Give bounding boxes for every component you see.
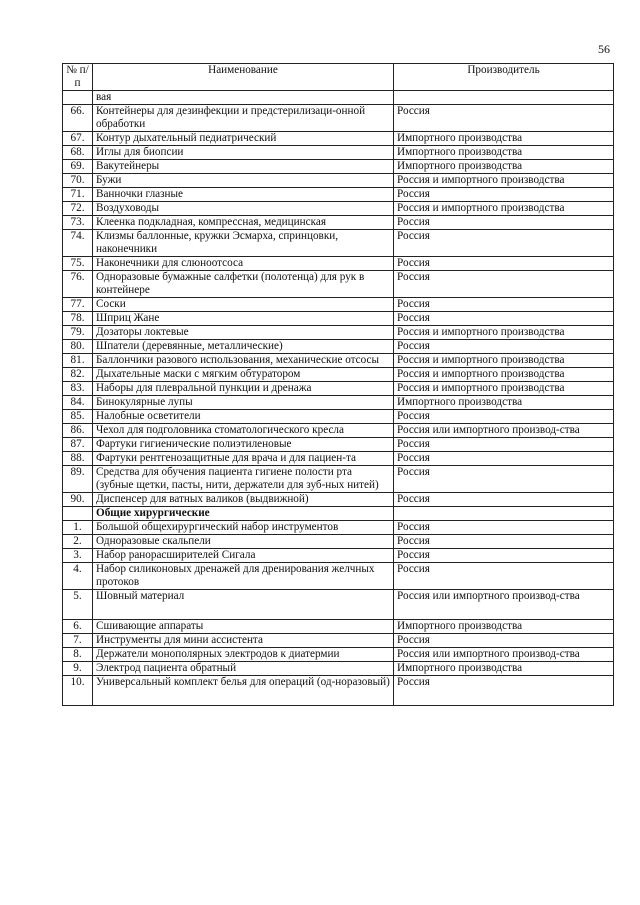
row-number: 82. bbox=[63, 368, 93, 382]
row-producer: Россия и импортного производства bbox=[394, 326, 614, 340]
row-producer: Россия bbox=[394, 466, 614, 493]
row-producer: Россия bbox=[394, 452, 614, 466]
table-row bbox=[63, 146, 614, 160]
row-name: вая bbox=[93, 91, 394, 105]
row-producer: Россия и импортного производства bbox=[394, 382, 614, 396]
row-name: Набор ранорасширителей Сигала bbox=[93, 549, 394, 563]
table-header-row bbox=[63, 64, 614, 91]
row-number: 68. bbox=[63, 146, 93, 160]
row-number: 8. bbox=[63, 648, 93, 662]
table-row bbox=[63, 452, 614, 466]
row-name: Вакутейнеры bbox=[93, 160, 394, 174]
table-row bbox=[63, 396, 614, 410]
row-name: Наборы для плевральной пункции и дренажа bbox=[93, 382, 394, 396]
row-name: Инструменты для мини ассистента bbox=[93, 634, 394, 648]
table-row bbox=[63, 676, 614, 706]
row-producer bbox=[394, 91, 614, 105]
table-row bbox=[63, 410, 614, 424]
table-row bbox=[63, 271, 614, 298]
table-row bbox=[63, 298, 614, 312]
row-producer: Россия bbox=[394, 493, 614, 507]
row-number: 85. bbox=[63, 410, 93, 424]
table-row bbox=[63, 230, 614, 257]
row-name: Шпатели (деревянные, металлические) bbox=[93, 340, 394, 354]
row-number: 84. bbox=[63, 396, 93, 410]
row-name: Фартуки рентгенозащитные для врача и для пациен-та bbox=[93, 452, 394, 466]
row-number: 88. bbox=[63, 452, 93, 466]
row-name: Бужи bbox=[93, 174, 394, 188]
row-producer: Россия и импортного производства bbox=[394, 354, 614, 368]
table-row bbox=[63, 507, 614, 521]
table-row bbox=[63, 382, 614, 396]
row-producer: Россия bbox=[394, 438, 614, 452]
table-row bbox=[63, 493, 614, 507]
row-producer: Россия bbox=[394, 188, 614, 202]
row-name: Баллончики разового использования, механические отсосы bbox=[93, 354, 394, 368]
row-producer: Импортного производства bbox=[394, 662, 614, 676]
row-name: Держатели монополярных электродов к диатермии bbox=[93, 648, 394, 662]
row-number: 4. bbox=[63, 563, 93, 590]
row-number: 83. bbox=[63, 382, 93, 396]
row-number: 73. bbox=[63, 216, 93, 230]
row-number bbox=[63, 507, 93, 521]
table-row bbox=[63, 312, 614, 326]
row-name: Контур дыхательный педиатрический bbox=[93, 132, 394, 146]
row-producer: Россия bbox=[394, 410, 614, 424]
row-producer: Россия или импортного производ-ства bbox=[394, 648, 614, 662]
table-row bbox=[63, 535, 614, 549]
row-name: Чехол для подголовника стоматологического кресла bbox=[93, 424, 394, 438]
row-number bbox=[63, 91, 93, 105]
row-name: Шовный материал bbox=[93, 590, 394, 620]
table-row bbox=[63, 188, 614, 202]
table-row bbox=[63, 174, 614, 188]
row-name: Шприц Жане bbox=[93, 312, 394, 326]
row-number: 79. bbox=[63, 326, 93, 340]
row-producer: Россия bbox=[394, 340, 614, 354]
row-name: Клизмы баллонные, кружки Эсмарха, спринцовки, наконечники bbox=[93, 230, 394, 257]
table-row bbox=[63, 563, 614, 590]
row-name: Ванночки глазные bbox=[93, 188, 394, 202]
row-number: 77. bbox=[63, 298, 93, 312]
row-number: 69. bbox=[63, 160, 93, 174]
table-row bbox=[63, 648, 614, 662]
table-row bbox=[63, 105, 614, 132]
row-producer: Импортного производства bbox=[394, 396, 614, 410]
row-producer: Россия bbox=[394, 521, 614, 535]
row-name: Одноразовые скальпели bbox=[93, 535, 394, 549]
row-name: Большой общехирургический набор инструментов bbox=[93, 521, 394, 535]
row-number: 66. bbox=[63, 105, 93, 132]
table-row bbox=[63, 634, 614, 648]
row-producer: Россия bbox=[394, 634, 614, 648]
row-number: 87. bbox=[63, 438, 93, 452]
row-number: 7. bbox=[63, 634, 93, 648]
row-number: 75. bbox=[63, 257, 93, 271]
row-producer: Россия bbox=[394, 535, 614, 549]
table-row bbox=[63, 216, 614, 230]
table-row bbox=[63, 662, 614, 676]
row-producer: Импортного производства bbox=[394, 132, 614, 146]
table-body bbox=[63, 91, 614, 706]
row-producer: Импортного производства bbox=[394, 620, 614, 634]
row-number: 89. bbox=[63, 466, 93, 493]
table-row bbox=[63, 549, 614, 563]
row-number: 6. bbox=[63, 620, 93, 634]
table-row bbox=[63, 438, 614, 452]
row-number: 71. bbox=[63, 188, 93, 202]
row-name: Общие хирургические bbox=[93, 507, 394, 521]
row-producer: Россия bbox=[394, 312, 614, 326]
row-name: Контейнеры для дезинфекции и предстерилизаци-онной обработки bbox=[93, 105, 394, 132]
row-number: 2. bbox=[63, 535, 93, 549]
row-producer bbox=[394, 507, 614, 521]
row-name: Фартуки гигиенические полиэтиленовые bbox=[93, 438, 394, 452]
table-row bbox=[63, 326, 614, 340]
row-name: Средства для обучения пациента гигиене полости рта (зубные щетки, пасты, нити, держатели для зуб-ных нитей) bbox=[93, 466, 394, 493]
row-name: Универсальный комплект белья для операций (од-норазовый) bbox=[93, 676, 394, 706]
row-name: Дыхательные маски с мягким обтуратором bbox=[93, 368, 394, 382]
row-producer: Россия или импортного производ-ства bbox=[394, 590, 614, 620]
row-producer: Импортного производства bbox=[394, 146, 614, 160]
row-number: 67. bbox=[63, 132, 93, 146]
row-name: Воздуховоды bbox=[93, 202, 394, 216]
row-name: Бинокулярные лупы bbox=[93, 396, 394, 410]
header-producer: Производитель bbox=[394, 64, 614, 91]
row-producer: Россия bbox=[394, 105, 614, 132]
row-number: 10. bbox=[63, 676, 93, 706]
row-number: 74. bbox=[63, 230, 93, 257]
table-row bbox=[63, 368, 614, 382]
table-row bbox=[63, 590, 614, 620]
table-row bbox=[63, 132, 614, 146]
row-number: 9. bbox=[63, 662, 93, 676]
table-row bbox=[63, 91, 614, 105]
row-name: Диспенсер для ватных валиков (выдвижной) bbox=[93, 493, 394, 507]
row-name: Иглы для биопсии bbox=[93, 146, 394, 160]
table-row bbox=[63, 160, 614, 174]
row-number: 86. bbox=[63, 424, 93, 438]
table-row bbox=[63, 521, 614, 535]
table-row bbox=[63, 340, 614, 354]
row-producer: Россия bbox=[394, 271, 614, 298]
row-producer: Россия и импортного производства bbox=[394, 202, 614, 216]
row-producer: Россия и импортного производства bbox=[394, 368, 614, 382]
row-number: 3. bbox=[63, 549, 93, 563]
row-name: Налобные осветители bbox=[93, 410, 394, 424]
row-producer: Россия bbox=[394, 298, 614, 312]
page-number: 56 bbox=[598, 42, 610, 56]
equipment-table bbox=[62, 63, 614, 706]
row-number: 5. bbox=[63, 590, 93, 620]
row-number: 78. bbox=[63, 312, 93, 326]
row-number: 81. bbox=[63, 354, 93, 368]
row-number: 1. bbox=[63, 521, 93, 535]
row-name: Наконечники для слюноотсоса bbox=[93, 257, 394, 271]
header-number: № п/п bbox=[63, 64, 93, 91]
row-number: 80. bbox=[63, 340, 93, 354]
row-producer: Россия bbox=[394, 563, 614, 590]
table-row bbox=[63, 424, 614, 438]
table-row bbox=[63, 466, 614, 493]
row-name: Одноразовые бумажные салфетки (полотенца) для рук в контейнере bbox=[93, 271, 394, 298]
row-producer: Россия bbox=[394, 216, 614, 230]
row-producer: Россия bbox=[394, 549, 614, 563]
row-name: Клеенка подкладная, компрессная, медицинская bbox=[93, 216, 394, 230]
row-name: Электрод пациента обратный bbox=[93, 662, 394, 676]
row-number: 72. bbox=[63, 202, 93, 216]
header-name: Наименование bbox=[93, 64, 394, 91]
row-name: Соски bbox=[93, 298, 394, 312]
table-row bbox=[63, 354, 614, 368]
row-name: Сшивающие аппараты bbox=[93, 620, 394, 634]
row-name: Дозаторы локтевые bbox=[93, 326, 394, 340]
row-number: 70. bbox=[63, 174, 93, 188]
row-producer: Россия и импортного производства bbox=[394, 174, 614, 188]
table-row bbox=[63, 620, 614, 634]
table-row bbox=[63, 202, 614, 216]
row-producer: Импортного производства bbox=[394, 160, 614, 174]
row-number: 76. bbox=[63, 271, 93, 298]
row-number: 90. bbox=[63, 493, 93, 507]
row-producer: Россия или импортного производ-ства bbox=[394, 424, 614, 438]
row-name: Набор силиконовых дренажей для дренирования желчных протоков bbox=[93, 563, 394, 590]
table-row bbox=[63, 257, 614, 271]
row-producer: Россия bbox=[394, 676, 614, 706]
row-producer: Россия bbox=[394, 230, 614, 257]
row-producer: Россия bbox=[394, 257, 614, 271]
